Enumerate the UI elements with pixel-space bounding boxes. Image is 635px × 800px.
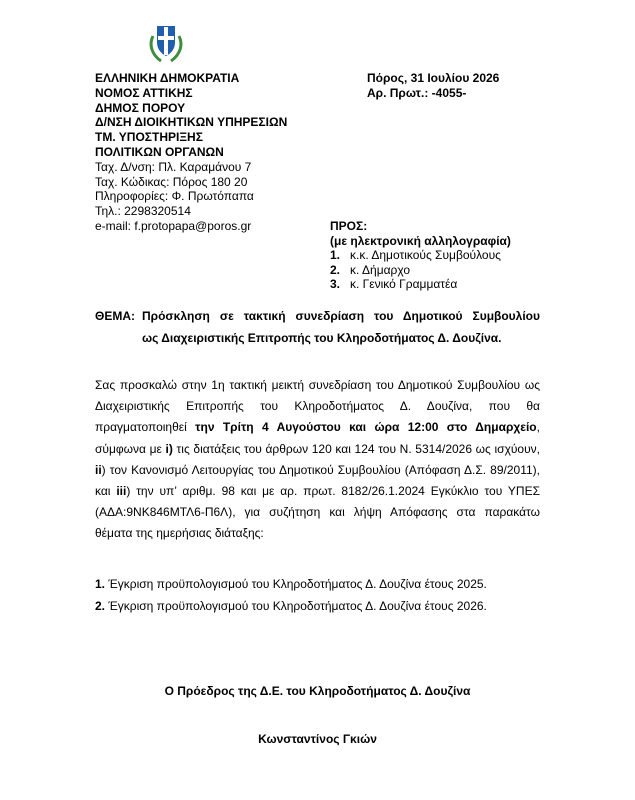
date-block (367, 71, 499, 101)
list-text: κ.κ. Δημοτικούς Συμβούλους (350, 248, 501, 263)
agenda-item (95, 595, 540, 617)
sender-line: Δ/ΝΣΗ ΔΙΟΙΚΗΤΙΚΩΝ ΥΠΗΡΕΣΙΩΝ (95, 115, 288, 130)
list-text: κ. Δήμαρχο (350, 262, 411, 277)
clause-marker: i) (165, 441, 173, 456)
sender-line: ΔΗΜΟΣ ΠΟΡΟΥ (95, 100, 186, 115)
clause-marker: ii (95, 462, 102, 477)
contact-person: Πληροφορίες: Φ. Πρωτόπαπα (95, 189, 254, 204)
greek-coat-of-arms-icon (147, 22, 185, 64)
body-paragraph (95, 375, 540, 545)
list-number: 3. (330, 277, 341, 292)
protocol-number: Αρ. Πρωτ.: -4055- (367, 85, 467, 100)
delivery-method: (με ηλεκτρονική αλληλογραφία) (330, 233, 511, 248)
agenda-list (95, 573, 540, 617)
agenda-number: 2. (95, 599, 106, 613)
list-item (330, 263, 570, 278)
list-item (330, 248, 570, 263)
subject-label: ΘΕΜΑ: (95, 309, 135, 323)
subject-line-1: Πρόσκληση σε τακτική συνεδρίαση του Δημοτικού Συμβουλίου (142, 309, 540, 323)
sender-line: ΝΟΜΟΣ ΑΤΤΙΚΗΣ (95, 85, 193, 100)
recipients-label: ΠΡΟΣ: (330, 219, 368, 233)
list-number: 2. (330, 262, 341, 277)
clause-marker: iii (116, 484, 127, 499)
address: Ταχ. Δ/νση: Πλ. Καραμάνου 7 (95, 159, 252, 174)
email: e-mail: f.protopapa@poros.gr (95, 218, 252, 233)
phone: Τηλ.: 2298320514 (95, 204, 191, 219)
list-text: κ. Γενικό Γραμματέα (350, 277, 458, 292)
meeting-datetime: την Τρίτη 4 Αυγούστου και ώρα 12:00 στο Δημαρχείο (195, 420, 537, 435)
agenda-text: Έγκριση προϋπολογισμού του Κληροδοτήματος Δ. Δουζίνα έτους 2025. (105, 577, 487, 591)
sender-line: ΠΟΛΙΤΙΚΩΝ ΟΡΓΑΝΩΝ (95, 144, 224, 159)
recipients-block (330, 219, 570, 292)
body-text: Σας προσκαλώ στην 1η τακτική μεικτή συνεδρίαση του Δημοτικού Συμβουλίου ως Διαχειριστικής Επιτροπής του Κληροδοτήματος Δ. Δουζίνα, που θα πραγματοποιηθεί (95, 378, 540, 435)
sender-line: ΕΛΛΗΝΙΚΗ ΔΗΜΟΚΡΑΤΙΑ (95, 71, 240, 85)
body-text: ) την υπ’ αριθμ. 98 και με αρ. πρωτ. 8182/26.1.2024 Εγκύκλιο του ΥΠΕΣ (ΑΔΑ:9ΝΚ846ΜΤΛ6-Π6Λ), για συζήτηση και λήψη Απόφασης στα παρακάτω θέματα της ημερήσιας διάταξης: (95, 484, 540, 541)
recipients-list (330, 248, 570, 292)
agenda-item (95, 573, 540, 595)
list-number: 1. (330, 248, 341, 263)
subject-line-2: ως Διαχειριστικής Επιτροπής του Κληροδοτήματος Δ. Δουζίνα. (142, 331, 502, 345)
body-text: , σύμφωνα με (95, 420, 540, 456)
signatory-name: Κωνσταντίνος Γκιών (258, 732, 377, 746)
sender-line: ΤΜ. ΥΠΟΣΤΗΡΙΞΗΣ (95, 130, 203, 145)
postal-code: Ταχ. Κώδικας: Πόρος 180 20 (95, 174, 248, 189)
body-text: ) τον Κανονισμό Λειτουργίας του Δημοτικού Συμβουλίου (Απόφαση Δ.Σ. 89/2011), και (95, 462, 540, 499)
body-text: τις διατάξεις του άρθρων 120 και 124 του Ν. 5314/2026 ως ισχύουν, (172, 441, 540, 456)
list-item (330, 277, 570, 292)
sender-block (95, 71, 335, 234)
agenda-number: 1. (95, 577, 106, 591)
date: Πόρος, 31 Ιουλίου 2026 (367, 71, 500, 85)
agenda-text: Έγκριση προϋπολογισμού του Κληροδοτήματος Δ. Δουζίνα έτους 2026. (105, 599, 487, 613)
signatory-title: Ο Πρόεδρος της Δ.Ε. του Κληροδοτήματος Δ. Δουζίνα (164, 684, 471, 698)
